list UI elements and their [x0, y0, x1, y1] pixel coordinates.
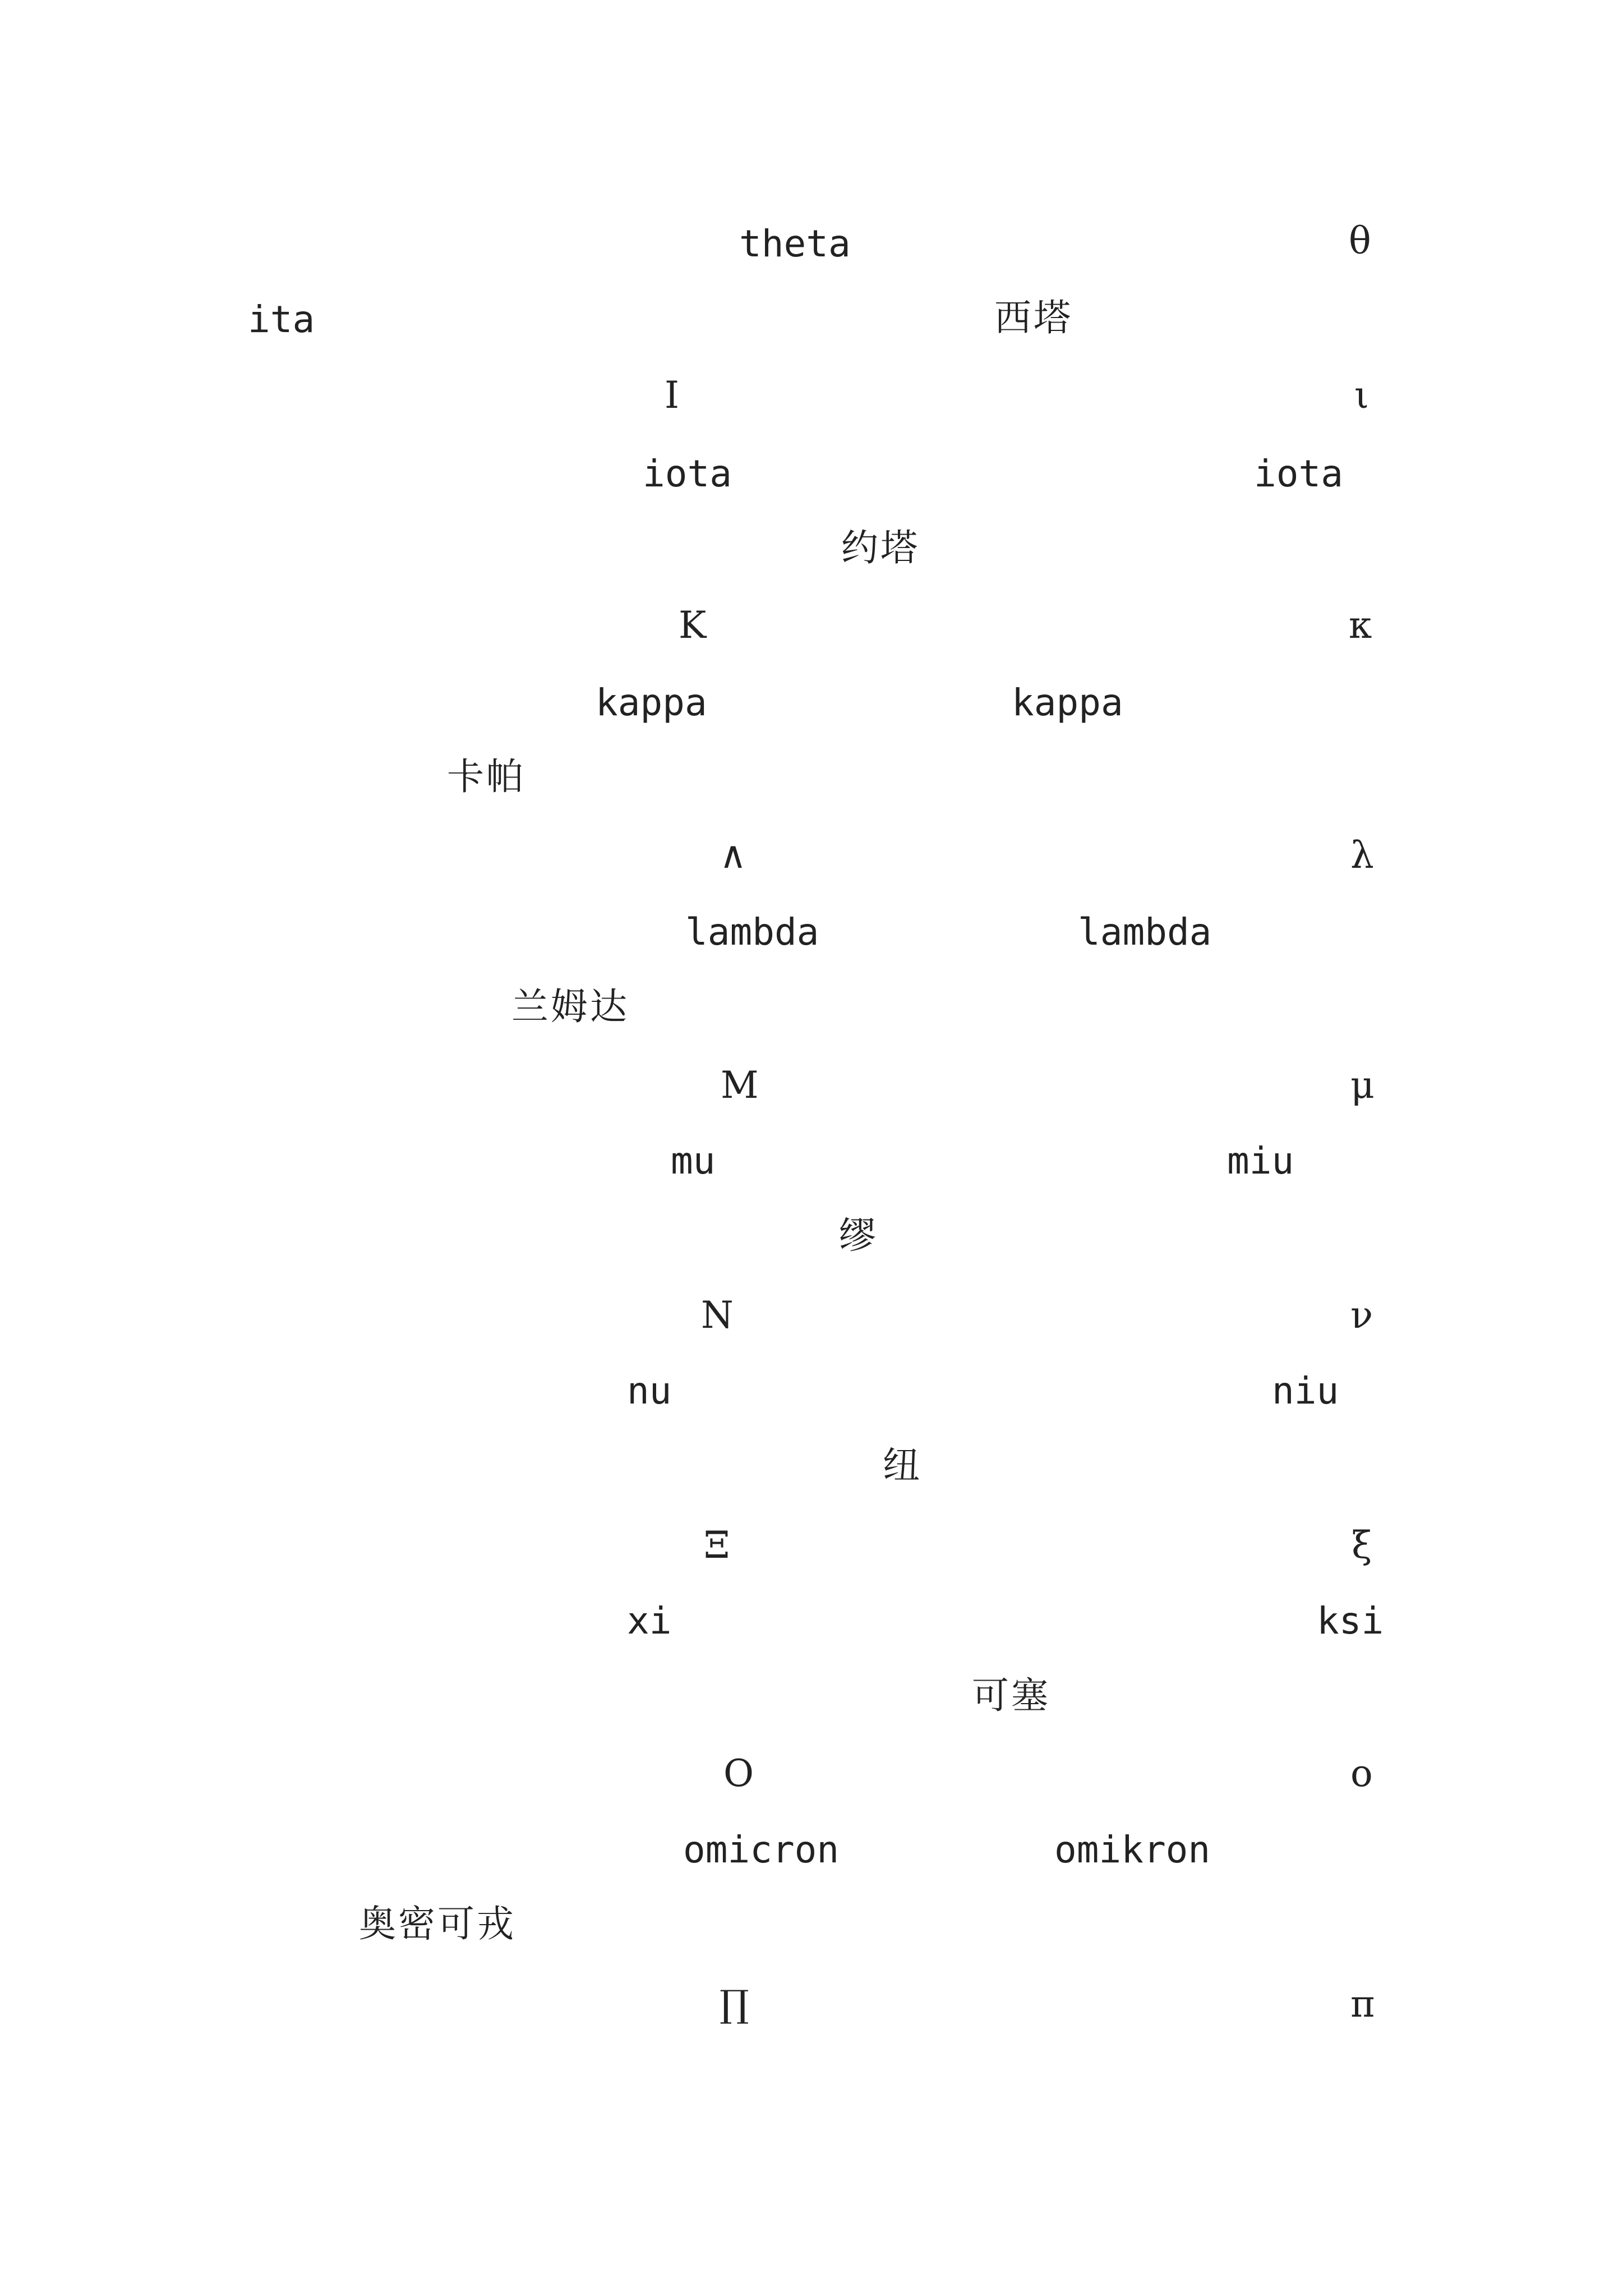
roman-name: mu [671, 1139, 716, 1182]
lowercase-letter: ι [1354, 374, 1371, 417]
alternate-pronunciation: kappa [1012, 681, 1123, 724]
alternate-pronunciation: ita [248, 298, 315, 341]
roman-name: kappa [596, 681, 707, 724]
lowercase-letter: θ [1349, 219, 1373, 263]
uppercase-letter: I [665, 374, 681, 417]
uppercase-letter: O [723, 1752, 756, 1795]
lowercase-letter: ξ [1352, 1524, 1374, 1567]
roman-name: lambda [685, 910, 819, 954]
alternate-pronunciation: niu [1272, 1369, 1339, 1412]
roman-name: nu [627, 1369, 672, 1412]
roman-name: omicron [683, 1828, 840, 1871]
lowercase-letter: κ [1349, 604, 1374, 647]
lowercase-letter: μ [1350, 1064, 1376, 1107]
roman-name: iota [643, 452, 732, 495]
chinese-name: 卡帕 [447, 755, 525, 798]
alternate-pronunciation: iota [1254, 452, 1343, 495]
lowercase-letter: ο [1350, 1752, 1375, 1795]
chinese-name: 约塔 [841, 526, 920, 569]
roman-name: xi [627, 1599, 672, 1642]
chinese-name: 缪 [839, 1214, 878, 1257]
uppercase-letter: N [701, 1294, 735, 1337]
uppercase-letter: K [679, 604, 708, 647]
lowercase-letter: π [1350, 1982, 1377, 2026]
chinese-name: 纽 [883, 1444, 922, 1487]
chinese-name: 可塞 [972, 1674, 1050, 1717]
lowercase-letter: λ [1350, 834, 1376, 877]
roman-name: theta [739, 222, 851, 265]
uppercase-letter: ∧ [720, 834, 749, 877]
chinese-name: 西塔 [994, 296, 1073, 339]
lowercase-letter: ν [1350, 1294, 1375, 1337]
chinese-name: 奥密可戎 [359, 1902, 516, 1945]
alternate-pronunciation: lambda [1078, 910, 1212, 954]
alternate-pronunciation: miu [1227, 1139, 1294, 1182]
chinese-name: 兰姆达 [511, 985, 629, 1028]
alternate-pronunciation: ksi [1317, 1599, 1384, 1642]
uppercase-letter: M [721, 1064, 760, 1107]
uppercase-letter: Ξ [704, 1524, 732, 1567]
uppercase-letter: ∏ [720, 1982, 751, 2026]
alternate-pronunciation: omikron [1054, 1828, 1211, 1871]
